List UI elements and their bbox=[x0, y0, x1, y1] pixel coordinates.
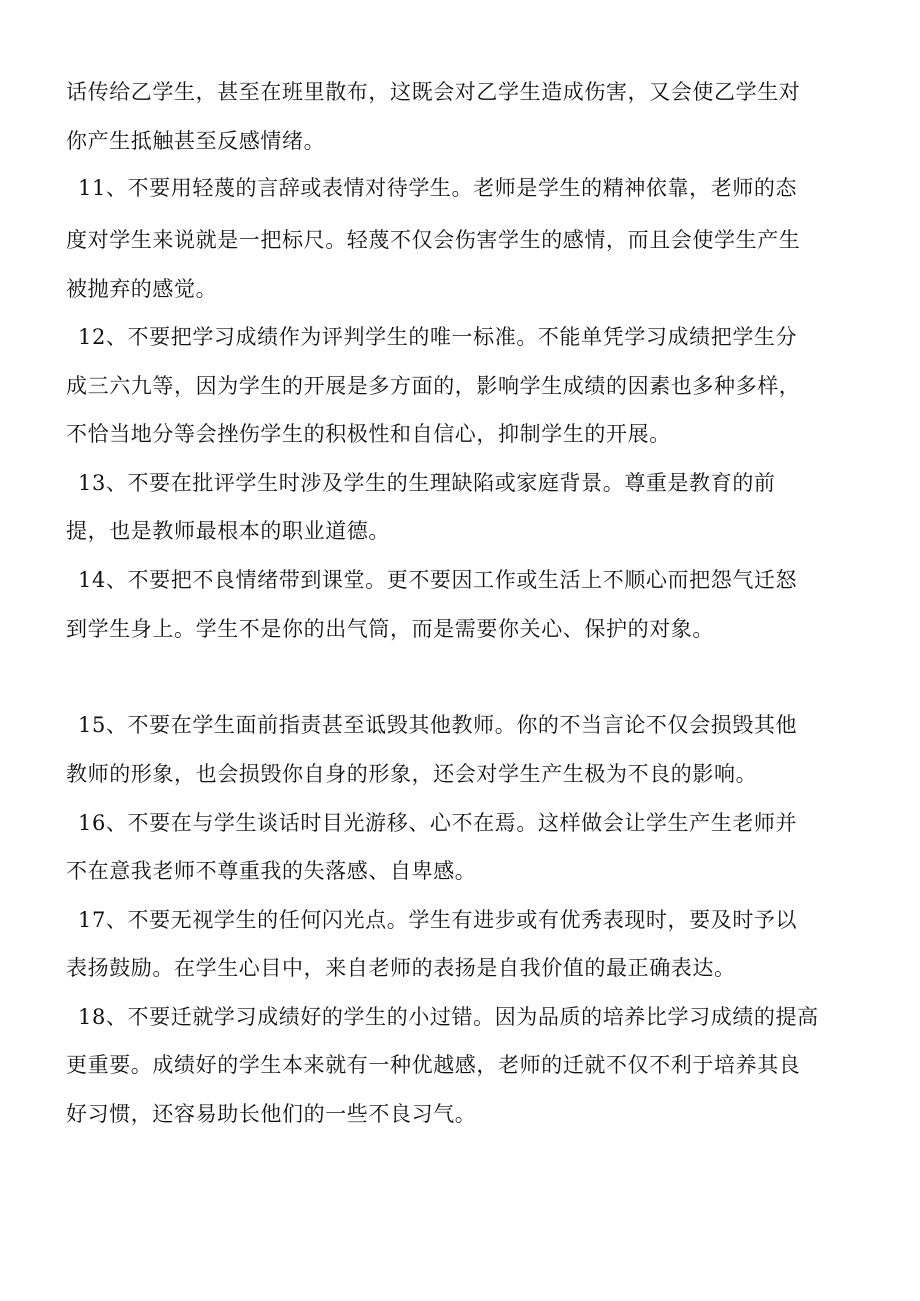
text-line: 到学生身上。学生不是你的出气筒，而是需要你关心、保护的对象。 bbox=[66, 617, 714, 641]
item-18-line-1: 18、不要迁就学习成绩好的学生的小过错。因为品质的培养比学习成绩的提高 bbox=[78, 1005, 819, 1029]
text-line: 不在意我老师不尊重我的失落感、自卑感。 bbox=[66, 859, 477, 883]
item-12-line-1: 12、不要把学习成绩作为评判学生的唯一标准。不能单凭学习成绩把学生分 bbox=[78, 325, 798, 349]
item-15-line-1: 15、不要在学生面前指责甚至诋毁其他教师。你的不当言论不仅会损毁其他 bbox=[78, 713, 798, 737]
item-13-line-1: 13、不要在批评学生时涉及学生的生理缺陷或家庭背景。尊重是教育的前 bbox=[78, 471, 776, 495]
item-16-line-1: 16、不要在与学生谈话时目光游移、心不在焉。这样做会让学生产生老师并 bbox=[78, 811, 798, 835]
text-line: 话传给乙学生，甚至在班里散布，这既会对乙学生造成伤害，又会使乙学生对 bbox=[66, 80, 801, 104]
item-17-line-1: 17、不要无视学生的任何闪光点。学生有进步或有优秀表现时，要及时予以 bbox=[78, 908, 798, 932]
text-line: 提，也是教师最根本的职业道德。 bbox=[66, 519, 390, 543]
text-line: 更重要。成绩好的学生本来就有一种优越感，老师的迁就不仅不利于培养其良 bbox=[66, 1053, 801, 1077]
text-line: 你产生抵触甚至反感情绪。 bbox=[66, 129, 326, 153]
text-line: 成三六九等，因为学生的开展是多方面的，影响学生成绩的因素也多种多样， bbox=[66, 374, 801, 398]
text-line: 被抛弃的感觉。 bbox=[66, 277, 218, 301]
item-11-line-1: 11、不要用轻蔑的言辞或表情对待学生。老师是学生的精神依靠，老师的态 bbox=[78, 176, 798, 200]
text-line: 度对学生来说就是一把标尺。轻蔑不仅会伤害学生的感情，而且会使学生产生 bbox=[66, 228, 801, 252]
text-line: 教师的形象，也会损毁你自身的形象，还会对学生产生极为不良的影响。 bbox=[66, 762, 758, 786]
text-line: 不恰当地分等会挫伤学生的积极性和自信心，抑制学生的开展。 bbox=[66, 422, 671, 446]
text-line: 好习惯，还容易助长他们的一些不良习气。 bbox=[66, 1102, 477, 1126]
text-line: 表扬鼓励。在学生心目中，来自老师的表扬是自我价值的最正确表达。 bbox=[66, 956, 736, 980]
item-14-line-1: 14、不要把不良情绪带到课堂。更不要因工作或生活上不顺心而把怨气迁怒 bbox=[78, 568, 798, 592]
